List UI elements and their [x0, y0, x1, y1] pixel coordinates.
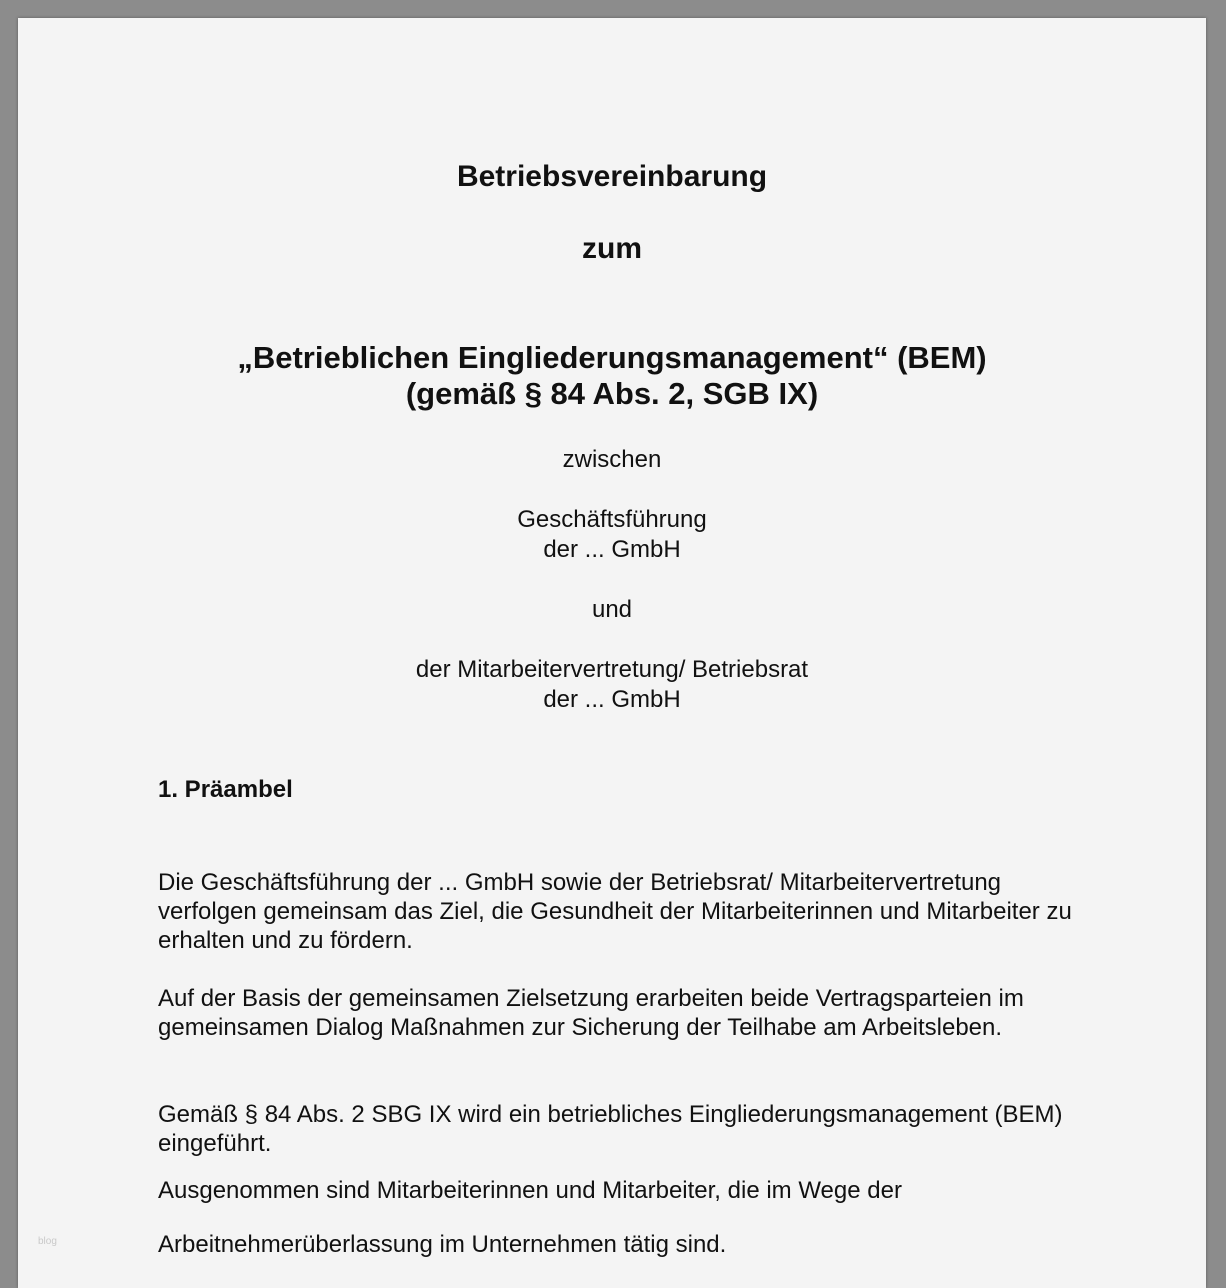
watermark-text: blog: [38, 1236, 57, 1247]
paragraph-5: Arbeitnehmerüberlassung im Unternehmen tätig sind.: [158, 1231, 727, 1258]
document-title-zum: zum: [582, 232, 642, 265]
document-page: [18, 18, 1206, 1288]
paragraph-3: Gemäß § 84 Abs. 2 SBG IX wird ein betriebliches Eingliederungsmanagement (BEM) eingeführt.: [158, 1101, 1063, 1157]
section-heading-praeambel: 1. Präambel: [158, 776, 293, 803]
paragraph-1: Die Geschäftsführung der ... GmbH sowie der Betriebsrat/ Mitarbeitervertretung verfolgen gemeinsam das Ziel, die Gesundheit der Mitarbeiterinnen und Mitarbeiter zu erhalten und zu fördern.: [158, 869, 1072, 954]
party1-company: der ... GmbH: [543, 536, 681, 563]
and-label: und: [591, 596, 633, 623]
paragraph-2: Auf der Basis der gemeinsamen Zielsetzung erarbeiten beide Vertragsparteien im gemeinsamen Dialog Maßnahmen zur Sicherung der Teilhabe am Arbeitsleben.: [158, 985, 1024, 1041]
document-subject: „Betrieblichen Eingliederungsmanagement“ (BEM): [237, 340, 987, 375]
document-legal-reference: (gemäß § 84 Abs. 2, SGB IX): [405, 376, 819, 411]
document-title: Betriebsvereinbarung: [456, 160, 768, 193]
between-label: zwischen: [562, 446, 662, 473]
paragraph-4: Ausgenommen sind Mitarbeiterinnen und Mitarbeiter, die im Wege der: [158, 1177, 902, 1204]
party2-company: der ... GmbH: [543, 686, 681, 713]
party2-name: der Mitarbeitervertretung/ Betriebsrat: [415, 656, 809, 683]
party1-name: Geschäftsführung: [517, 506, 707, 533]
